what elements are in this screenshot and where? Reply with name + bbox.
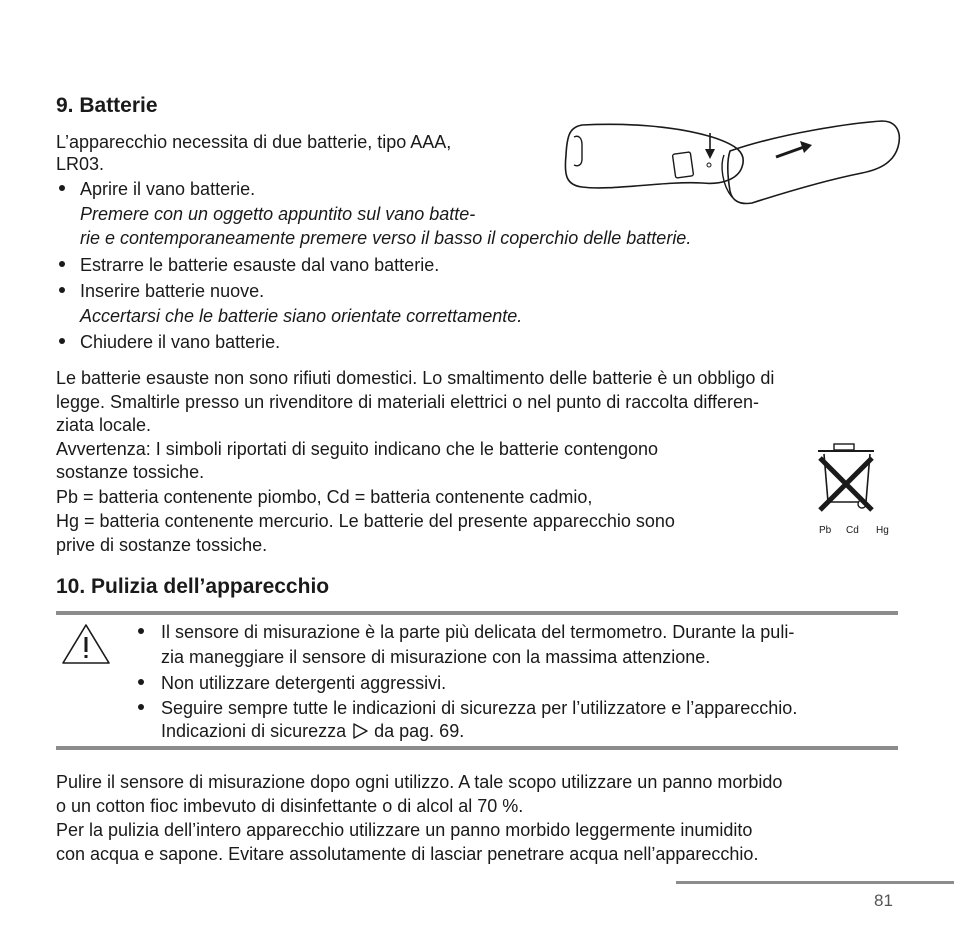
step-close-compartment: Chiudere il vano batterie. bbox=[80, 332, 281, 352]
warning-detergents: Non utilizzare detergenti aggressivi. bbox=[161, 673, 447, 693]
warning-triangle-icon bbox=[60, 622, 112, 666]
bullet-dot bbox=[59, 261, 65, 267]
cleaning-line: Pulire il sensore di misurazione dopo ogni utilizzo. A tale scopo utilizzare un panno morbido bbox=[56, 772, 783, 792]
disposal-line: prive di sostanze tossiche. bbox=[56, 535, 268, 555]
cleaning-line: Per la pulizia dell’intero apparecchio utilizzare un panno morbido leggermente inumidito bbox=[56, 820, 753, 840]
disposal-line: legge. Smaltirle presso un rivenditore di materiali elettrici o nel punto di raccolta differen- bbox=[56, 392, 760, 412]
step-insert-batteries: Inserire batterie nuove. bbox=[80, 281, 265, 301]
disposal-line: Pb = batteria contenente piombo, Cd = batteria contenente cadmio, bbox=[56, 487, 593, 507]
step-open-compartment: Aprire il vano batterie. bbox=[80, 179, 256, 199]
step-remove-batteries: Estrarre le batterie esauste dal vano batterie. bbox=[80, 255, 440, 275]
bullet-dot bbox=[59, 338, 65, 344]
bullet-dot bbox=[59, 287, 65, 293]
bullet-dot bbox=[138, 628, 144, 634]
warning-safety: Seguire sempre tutte le indicazioni di sicurezza per l’utilizzatore e l’apparecchio. bbox=[161, 698, 798, 718]
safety-reference-prefix: Indicazioni di sicurezza bbox=[161, 721, 347, 741]
symbol-label-hg: Hg bbox=[876, 525, 889, 536]
page-number: 81 bbox=[874, 891, 893, 910]
thermometer-battery-illustration bbox=[562, 115, 902, 207]
safety-reference-suffix: da pag. 69. bbox=[374, 721, 465, 741]
disposal-line: Avvertenza: I simboli riportati di seguito indicano che le batterie contengono bbox=[56, 439, 659, 459]
crossed-bin-icon bbox=[812, 440, 882, 518]
intro-line: LR03. bbox=[56, 154, 105, 174]
section-heading-pulizia: 10. Pulizia dell’apparecchio bbox=[56, 575, 330, 598]
cleaning-line: o un cotton fioc imbevuto di disinfettante o di alcol al 70 %. bbox=[56, 796, 524, 816]
step-note: Accertarsi che le batterie siano orientate correttamente. bbox=[80, 306, 523, 326]
disposal-line: Le batterie esauste non sono rifiuti domestici. Lo smaltimento delle batterie è un obbligo di bbox=[56, 368, 775, 388]
disposal-line: sostanze tossiche. bbox=[56, 462, 205, 482]
bullet-dot bbox=[138, 704, 144, 710]
step-note: Premere con un oggetto appuntito sul vano batte- bbox=[80, 204, 476, 224]
step-note: rie e contemporaneamente premere verso il basso il coperchio delle batterie. bbox=[80, 228, 692, 248]
symbol-label-cd: Cd bbox=[846, 525, 859, 536]
bullet-dot bbox=[59, 185, 65, 191]
section-heading-batterie: 9. Batterie bbox=[56, 94, 158, 117]
symbol-label-pb: Pb bbox=[819, 525, 832, 536]
disposal-line: Hg = batteria contenente mercurio. Le batterie del presente apparecchio sono bbox=[56, 511, 675, 531]
safety-reference bbox=[161, 719, 464, 743]
disposal-line: ziata locale. bbox=[56, 415, 152, 435]
bullet-dot bbox=[138, 679, 144, 685]
footer-rule bbox=[676, 881, 954, 884]
warning-sensor: Il sensore di misurazione è la parte più delicata del termometro. Durante la puli- bbox=[161, 622, 795, 642]
warning-box-bottom-rule bbox=[56, 746, 898, 750]
cleaning-line: con acqua e sapone. Evitare assolutamente di lasciar penetrare acqua nell’apparecchio. bbox=[56, 844, 759, 864]
intro-line: L’apparecchio necessita di due batterie, tipo AAA, bbox=[56, 132, 452, 152]
warning-box-top-rule bbox=[56, 611, 898, 615]
warning-sensor: zia maneggiare il sensore di misurazione con la massima attenzione. bbox=[161, 647, 711, 667]
triangle-right-icon bbox=[351, 723, 369, 739]
